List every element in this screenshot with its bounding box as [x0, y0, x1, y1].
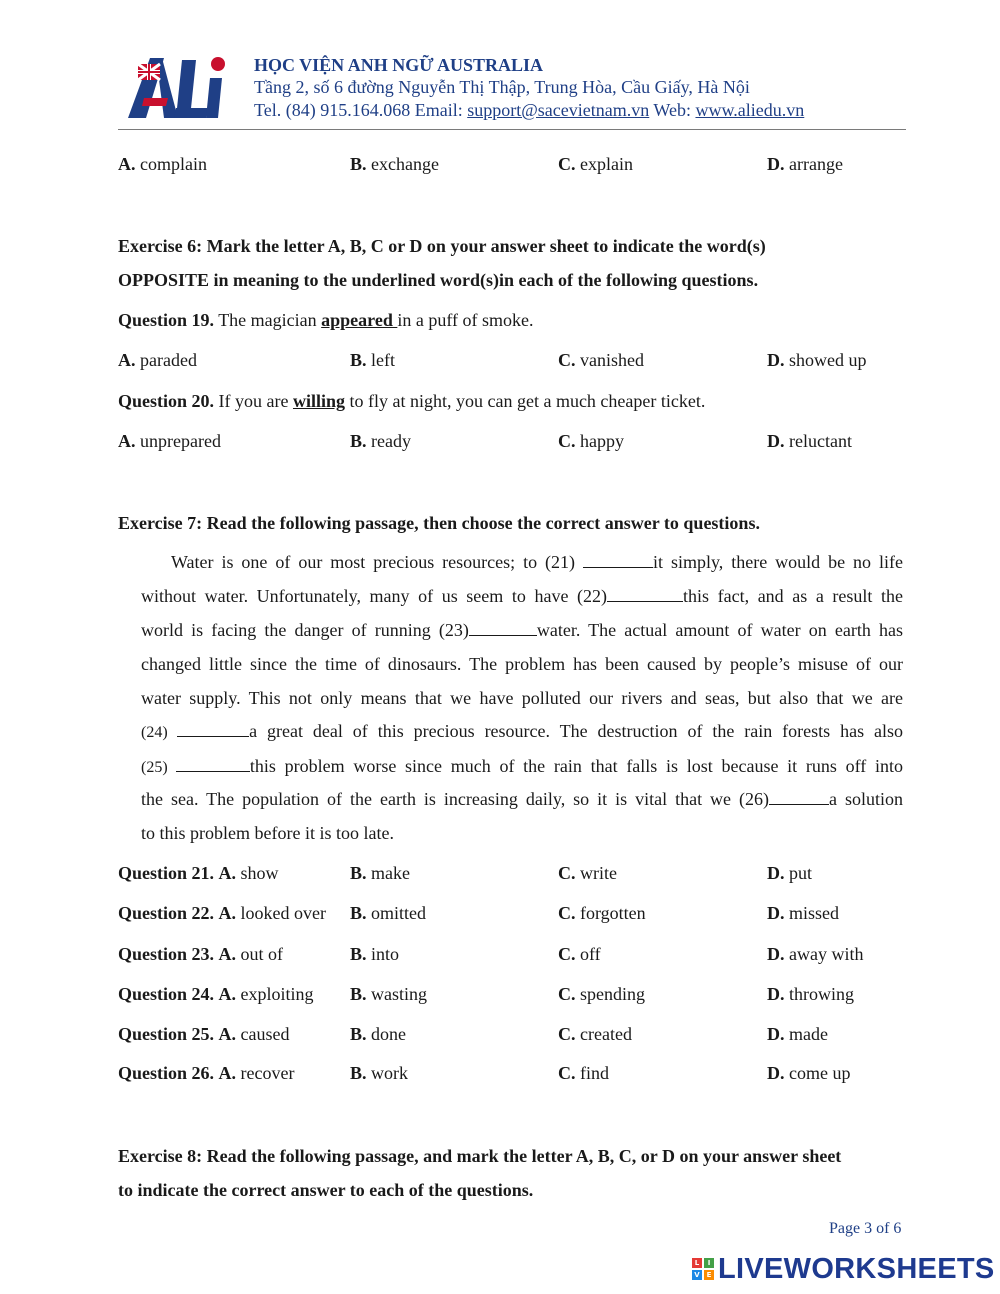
- academy-contact: [254, 100, 804, 121]
- question-24-row: [118, 984, 908, 1008]
- question-20-options: [118, 431, 908, 455]
- option-a[interactable]: Question 21. A. show: [118, 863, 279, 883]
- exercise6-title-line1: Exercise 6: Mark the letter A, B, C or D on your answer sheet to indicate the word(s): [118, 236, 766, 256]
- passage-line: (25) this problem worse since much of the rain that falls is lost because it runs off into: [141, 756, 904, 776]
- option-a[interactable]: A. unprepared: [118, 431, 221, 451]
- option-d[interactable]: D. come up: [767, 1063, 851, 1083]
- option-b[interactable]: B. omitted: [350, 903, 427, 923]
- option-a[interactable]: Question 24. A. exploiting: [118, 984, 314, 1004]
- option-c[interactable]: C. write: [558, 863, 617, 883]
- blank-21[interactable]: [583, 553, 653, 568]
- question-25-row: [118, 1024, 908, 1048]
- blank-25[interactable]: [176, 757, 250, 772]
- option-a[interactable]: A. paraded: [118, 350, 197, 370]
- question-23-row: [118, 944, 908, 968]
- question-19-options: [118, 350, 908, 374]
- web-link[interactable]: www.aliedu.vn: [695, 100, 805, 120]
- header-divider: [118, 129, 906, 130]
- option-c[interactable]: C. find: [558, 1063, 609, 1083]
- option-a[interactable]: Question 23. A. out of: [118, 944, 284, 964]
- option-c[interactable]: C. vanished: [558, 350, 644, 370]
- question-26-row: [118, 1063, 908, 1087]
- option-c[interactable]: C. happy: [558, 431, 624, 451]
- option-d[interactable]: D. throwing: [767, 984, 854, 1004]
- option-a[interactable]: Question 22. A. looked over: [118, 903, 326, 923]
- question-19: Question 19. The magician appeared in a puff of smoke.: [118, 310, 534, 330]
- ali-logo: [124, 52, 236, 124]
- option-d[interactable]: D. away with: [767, 944, 864, 964]
- blank-22[interactable]: [607, 587, 683, 602]
- option-d: D. arrange: [767, 154, 843, 174]
- option-a[interactable]: Question 25. A. caused: [118, 1024, 290, 1044]
- option-d[interactable]: D. missed: [767, 903, 840, 923]
- option-b: B. exchange: [350, 154, 439, 174]
- option-b[interactable]: B. work: [350, 1063, 409, 1083]
- question-22-row: [118, 903, 908, 927]
- liveworksheets-logo: [692, 1253, 995, 1285]
- option-b[interactable]: B. ready: [350, 431, 411, 451]
- option-d[interactable]: D. made: [767, 1024, 828, 1044]
- passage-line: without water. Unfortunately, many of us seem to have (22) this fact, and as a result the: [141, 586, 903, 606]
- exercise8-title-line2: to indicate the correct answer to each of the questions.: [118, 1180, 534, 1200]
- underlined-word: willing: [292, 391, 345, 411]
- blank-26[interactable]: [769, 790, 829, 805]
- option-b[interactable]: B. wasting: [350, 984, 428, 1004]
- blank-23[interactable]: [469, 621, 537, 636]
- option-c[interactable]: C. spending: [558, 984, 645, 1004]
- prev-question-options: [118, 154, 908, 178]
- option-c[interactable]: C. off: [558, 944, 601, 964]
- exercise8-title-line1: Exercise 8: Read the following passage, and mark the letter A, B, C, or D on your answer sheet: [118, 1146, 842, 1166]
- passage-line: world is facing the danger of running (23) water. The actual amount of water on earth has: [141, 620, 903, 640]
- academy-title: HỌC VIỆN ANH NGỮ AUSTRALIA: [254, 55, 544, 75]
- tel-label: Tel. (84) 915.164.068 Email:: [254, 100, 468, 120]
- option-c[interactable]: C. created: [558, 1024, 632, 1044]
- academy-address: Tầng 2, số 6 đường Nguyễn Thị Thập, Trung Hòa, Cầu Giấy, Hà Nội: [254, 77, 750, 97]
- option-d[interactable]: D. showed up: [767, 350, 867, 370]
- option-b[interactable]: B. done: [350, 1024, 407, 1044]
- web-label: Web:: [649, 100, 696, 120]
- email-link[interactable]: support@sacevietnam.vn: [467, 100, 650, 120]
- question-21-row: [118, 863, 908, 887]
- passage-line: the sea. The population of the earth is increasing daily, so it is vital that we (26) a solution: [141, 789, 903, 809]
- liveworksheets-wordmark: LIVEWORKSHEETS: [718, 1253, 995, 1285]
- option-a: A. complain: [118, 154, 207, 174]
- option-b[interactable]: B. make: [350, 863, 410, 883]
- option-c: C. explain: [558, 154, 633, 174]
- option-a[interactable]: Question 26. A. recover: [118, 1063, 295, 1083]
- blank-24[interactable]: [177, 722, 249, 737]
- option-d[interactable]: D. reluctant: [767, 431, 852, 451]
- page-number: Page 3 of 6: [829, 1220, 902, 1237]
- option-b[interactable]: B. left: [350, 350, 396, 370]
- option-d[interactable]: D. put: [767, 863, 813, 883]
- passage-line: to this problem before it is too late.: [141, 823, 394, 843]
- passage-line: changed little since the time of dinosaurs. The problem has been caused by people’s misuse of our: [141, 654, 903, 674]
- question-20: Question 20. If you are willing to fly at night, you can get a much cheaper ticket.: [118, 391, 706, 411]
- passage-line: water supply. This not only means that we have polluted our rivers and seas, but also that we are: [141, 688, 903, 708]
- option-c[interactable]: C. forgotten: [558, 903, 646, 923]
- passage-line: (24) a great deal of this precious resource. The destruction of the rain forests has also: [141, 721, 904, 741]
- underlined-word: appeared: [321, 310, 398, 330]
- liveworksheets-icon: L I V E: [692, 1258, 714, 1280]
- exercise6-title-line2: OPPOSITE in meaning to the underlined word(s)in each of the following questions.: [118, 270, 759, 290]
- exercise7-title: Exercise 7: Read the following passage, then choose the correct answer to questions.: [118, 513, 760, 533]
- passage-line: Water is one of our most precious resources; to (21) it simply, there would be no life: [171, 552, 903, 572]
- option-b[interactable]: B. into: [350, 944, 400, 964]
